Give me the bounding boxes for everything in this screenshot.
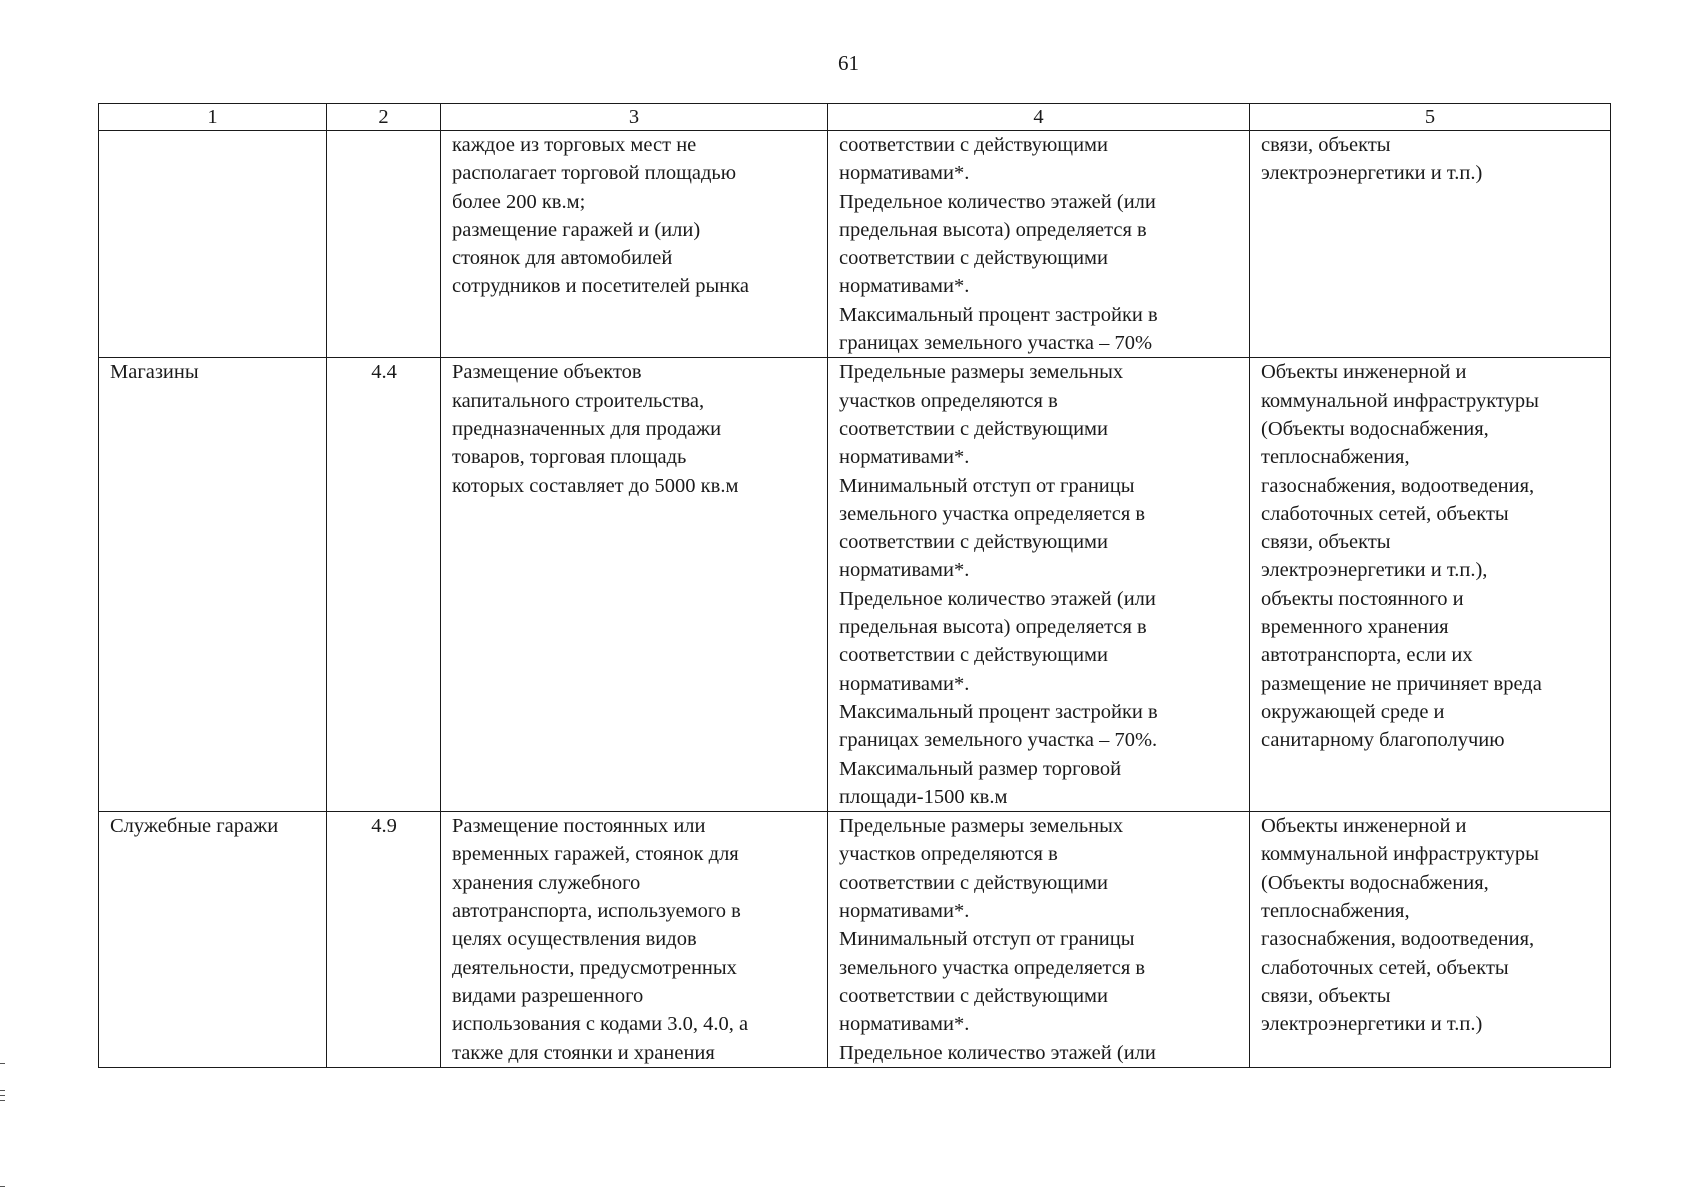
text-line: Объекты инженерной и [1261, 361, 1467, 384]
scan-edge-mark [0, 1100, 5, 1101]
text-line: Предельные размеры земельных [839, 815, 1124, 838]
text-line: окружающей среде и [1261, 700, 1445, 723]
text-line: нормативами*. [839, 162, 970, 185]
parameters-cell [828, 812, 1250, 1068]
column-number-row [99, 104, 1611, 131]
text-line: теплоснабжения, [1261, 900, 1410, 923]
text-line: предельная высота) определяется в [839, 616, 1147, 639]
auxiliary-uses-cell [1250, 131, 1611, 358]
parameters-cell [828, 358, 1250, 812]
use-name-cell [99, 358, 327, 812]
text-line: земельного участка определяется в [839, 502, 1146, 525]
text-line: площади-1500 кв.м [839, 785, 1008, 808]
text-line: границах земельного участка – 70%. [839, 729, 1158, 752]
column-header-4: 4 [828, 104, 1250, 131]
table-row [99, 131, 1611, 358]
text-line: земельного участка определяется в [839, 956, 1146, 979]
column-header-5: 5 [1250, 104, 1611, 131]
column-header-2: 2 [327, 104, 441, 131]
text-line: соответствии с действующими [839, 531, 1108, 554]
text-line: сотрудников и посетителей рынка [452, 275, 749, 298]
text-line: автотранспорта, если их [1261, 644, 1473, 667]
text-line: соответствии с действующими [839, 644, 1108, 667]
text-line: целях осуществления видов [452, 928, 697, 951]
text-line: соответствии с действующими [839, 247, 1108, 270]
text-line: коммунальной инфраструктуры [1261, 843, 1539, 866]
auxiliary-uses-cell [1250, 358, 1611, 812]
text-line: Предельные размеры земельных [839, 361, 1124, 384]
page-number: 61 [838, 51, 859, 75]
text-line: Объекты инженерной и [1261, 815, 1467, 838]
text-line: санитарному благополучию [1261, 729, 1505, 752]
text-line: Предельное количество этажей (или [839, 1041, 1156, 1064]
use-code-cell [327, 131, 441, 358]
text-line: товаров, торговая площадь [452, 446, 687, 469]
text-line: также для стоянки и хранения [452, 1041, 715, 1064]
text-line: хранения служебного [452, 871, 641, 894]
use-name-cell [99, 131, 327, 358]
scan-edge-mark [0, 1063, 5, 1064]
land-use-table [98, 103, 1611, 1068]
text-line: Минимальный отступ от границы [839, 928, 1135, 951]
text-line: нормативами*. [839, 672, 970, 695]
text-line: более 200 кв.м; [452, 190, 586, 213]
text-line: стоянок для автомобилей [452, 247, 673, 270]
text-line: нормативами*. [839, 559, 970, 582]
parameters-cell [828, 131, 1250, 358]
scan-edge-mark [0, 1090, 5, 1091]
text-line: предельная высота) определяется в [839, 218, 1147, 241]
text-line: деятельности, предусмотренных [452, 956, 737, 979]
text-line: слаботочных сетей, объекты [1261, 502, 1509, 525]
text-line: соответствии с действующими [839, 984, 1108, 1007]
text-line: Максимальный размер торговой [839, 757, 1122, 780]
text-line: видами разрешенного [452, 984, 644, 1007]
table-row [99, 358, 1611, 812]
text-line: Предельное количество этажей (или [839, 190, 1156, 213]
text-line: участков определяются в [839, 843, 1058, 866]
text-line: нормативами*. [839, 446, 970, 469]
text-line: Размещение объектов [452, 361, 642, 384]
text-line: (Объекты водоснабжения, [1261, 871, 1489, 894]
text-line: Предельное количество этажей (или [839, 587, 1156, 610]
text-line: теплоснабжения, [1261, 446, 1410, 469]
scan-edge-mark [0, 1186, 5, 1187]
text-line: использования с кодами 3.0, 4.0, а [452, 1013, 749, 1036]
text-line: (Объекты водоснабжения, [1261, 417, 1489, 440]
scan-edge-mark [0, 1095, 5, 1096]
text-line: связи, объекты [1261, 134, 1391, 156]
text-line: нормативами*. [839, 900, 970, 923]
text-line: нормативами*. [839, 1013, 970, 1036]
text-line: Магазины [110, 361, 199, 384]
text-line: капитального строительства, [452, 389, 705, 412]
text-line: участков определяются в [839, 389, 1058, 412]
text-line: располагает торговой площадью [452, 162, 737, 185]
text-line: связи, объекты [1261, 984, 1391, 1007]
column-header-3: 3 [441, 104, 828, 131]
text-line: автотранспорта, используемого в [452, 900, 741, 923]
text-line: объекты постоянного и [1261, 587, 1464, 610]
text-line: соответствии с действующими [839, 134, 1108, 156]
table-row [99, 812, 1611, 1068]
text-line: предназначенных для продажи [452, 417, 722, 440]
text-line: Максимальный процент застройки в [839, 700, 1158, 723]
use-description-cell [441, 131, 828, 358]
text-line: Максимальный процент застройки в [839, 303, 1158, 326]
text-line: нормативами*. [839, 275, 970, 298]
use-description-cell [441, 358, 828, 812]
text-line: Размещение постоянных или [452, 815, 706, 838]
use-code-cell: 4.4 [327, 358, 441, 812]
auxiliary-uses-cell [1250, 812, 1611, 1068]
text-line: границах земельного участка – 70% [839, 332, 1153, 355]
use-name-cell [99, 812, 327, 1068]
text-line: газоснабжения, водоотведения, [1261, 474, 1535, 497]
text-line: Минимальный отступ от границы [839, 474, 1135, 497]
text-line: Служебные гаражи [110, 815, 279, 838]
text-line: размещение гаражей и (или) [452, 218, 701, 241]
text-line: слаботочных сетей, объекты [1261, 956, 1509, 979]
text-line: газоснабжения, водоотведения, [1261, 928, 1535, 951]
text-line: временного хранения [1261, 616, 1449, 639]
text-line: каждое из торговых мест не [452, 134, 697, 156]
text-line: соответствии с действующими [839, 871, 1108, 894]
text-line: электроэнергетики и т.п.), [1261, 559, 1488, 582]
text-line: электроэнергетики и т.п.) [1261, 162, 1483, 185]
use-code-cell: 4.9 [327, 812, 441, 1068]
text-line: электроэнергетики и т.п.) [1261, 1013, 1483, 1036]
table-body [99, 131, 1611, 1068]
column-header-1: 1 [99, 104, 327, 131]
text-line: временных гаражей, стоянок для [452, 843, 739, 866]
use-description-cell [441, 812, 828, 1068]
text-line: связи, объекты [1261, 531, 1391, 554]
text-line: размещение не причиняет вреда [1261, 672, 1542, 695]
text-line: коммунальной инфраструктуры [1261, 389, 1539, 412]
text-line: которых составляет до 5000 кв.м [452, 474, 739, 497]
text-line: соответствии с действующими [839, 417, 1108, 440]
